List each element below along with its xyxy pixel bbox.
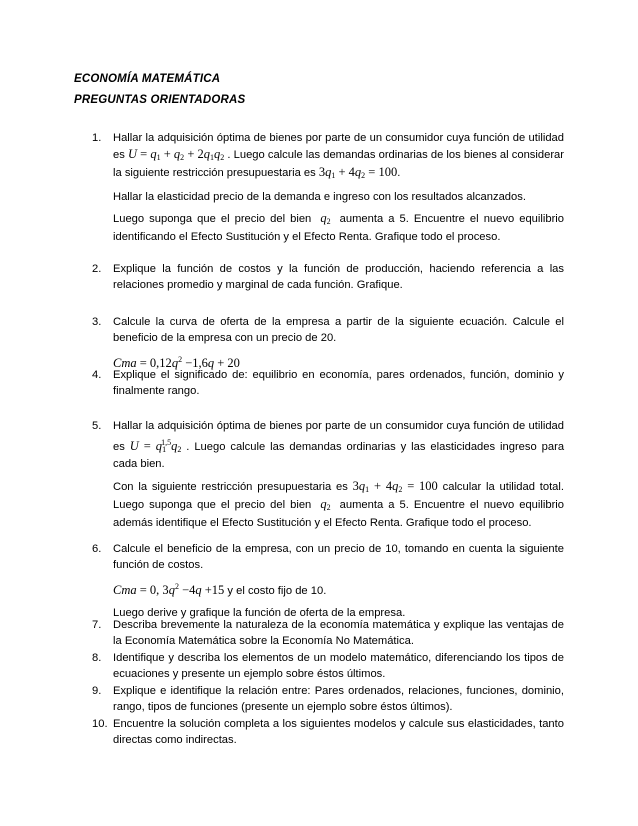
question-text: aumenta a 5. Encuentre el nuevo equilibrio además identifique el Efecto Sustitución y el Efecto Renta. Grafique todo el proceso. xyxy=(113,499,564,529)
question-number: 7. xyxy=(92,619,102,631)
question-9 xyxy=(92,684,564,715)
question-text: . xyxy=(397,167,401,179)
question-text: Identifique y describa los elementos de un modelo matemático, diferenciando los tipos de ecuaciones y presente un ejemplo sobre éstos últimos. xyxy=(113,652,564,680)
question-text: Calcule el beneficio de la empresa, con un precio de 10, tomando en cuenta la siguiente función de costos. xyxy=(113,543,564,571)
good-variable: $q_2$ xyxy=(320,497,331,512)
question-text: Luego derive y grafique la función de oferta de la empresa. xyxy=(113,606,406,619)
question-number: 4. xyxy=(92,369,102,381)
question-5 xyxy=(92,419,564,531)
question-number: 8. xyxy=(92,652,102,664)
question-text: . Luego calcule las demandas ordinarias y las elasticidades ingreso para cada bien. xyxy=(113,440,565,470)
question-1 xyxy=(92,131,564,245)
question-number: 3. xyxy=(92,316,102,328)
question-text: Explique e identifique la relación entre: Pares ordenados, relaciones, funciones, dominio, rango, tipos de funciones (presente un ejemplo sobre éstos últimos). xyxy=(113,685,564,713)
question-text: Hallar la adquisición óptima de bienes por parte de un consumidor cuya función de utilidad es xyxy=(113,420,564,453)
question-text: calcular la utilidad total. Luego suponga que el precio del bien xyxy=(113,480,565,511)
marginal-cost-equation: Cma = $0,12q^2 -1,6q + 20$ xyxy=(113,355,240,370)
question-2 xyxy=(92,262,564,293)
utility-equation: $U = q_1^{1,5}q_2$ xyxy=(129,437,182,454)
question-8 xyxy=(92,651,564,682)
question-number: 10. xyxy=(92,718,108,730)
utility-equation: $U = q_1 + q_2 + 2q_1q_2$ xyxy=(127,146,225,162)
question-6 xyxy=(92,542,564,621)
question-text: Calcule la curva de oferta de la empresa a partir de la siguiente ecuación. Calcule el beneficio de la empresa con un precio de 20. xyxy=(113,316,564,344)
question-number: 5. xyxy=(92,420,102,432)
question-text: . Luego calcule las demandas ordinarias de los bienes al considerar la siguiente restricción presupuestaria es xyxy=(113,148,564,179)
marginal-cost-equation: Cma = 0, $3q^2 -4q +15$ xyxy=(113,582,225,597)
budget-equation: $3q_1 + 4q_2 = 100$ xyxy=(318,165,398,180)
question-text: aumenta a 5. Encuentre el nuevo equilibrio identificando el Efecto Sustitución y el Efecto Renta. Grafique todo el proceso. xyxy=(113,213,564,243)
question-text: Describa brevemente la naturaleza de la economía matemática y explique las ventajas de la Economía Matemática sobre la Economía No Matemática. xyxy=(113,619,564,647)
question-4 xyxy=(92,368,564,399)
question-number: 1. xyxy=(92,132,102,144)
question-7 xyxy=(92,618,564,649)
question-3 xyxy=(92,315,564,373)
question-text: Explique el significado de: equilibrio en economía, pares ordenados, función, dominio y finalmente rango. xyxy=(113,369,564,397)
question-text: Luego suponga que el precio del bien xyxy=(113,213,312,225)
document-subtitle: PREGUNTAS ORIENTADORAS xyxy=(74,94,246,106)
question-number: 9. xyxy=(92,685,102,697)
question-number: 2. xyxy=(92,263,102,275)
question-10 xyxy=(92,717,564,748)
question-text: Con la siguiente restricción presupuestaria es xyxy=(113,480,348,493)
question-text: Hallar la adquisición óptima de bienes por parte de un consumidor cuya función de utilidad es xyxy=(113,132,564,161)
question-text: y el costo fijo de 10. xyxy=(227,585,327,597)
document-title: ECONOMÍA MATEMÁTICA xyxy=(74,73,221,85)
question-text: Hallar la elasticidad precio de la demanda e ingreso con los resultados alcanzados. xyxy=(113,190,526,203)
budget-equation: $3q_1 + 4q_2 = 100$ xyxy=(352,478,438,494)
question-text: Explique la función de costos y la función de producción, haciendo referencia a las relaciones promedio y marginal de cada función. Grafique. xyxy=(113,263,564,291)
question-number: 6. xyxy=(92,543,102,555)
question-text: Encuentre la solución completa a los siguientes modelos y calcule sus elasticidades, tanto directas como indirectas. xyxy=(113,718,564,746)
good-variable: $q_2$ xyxy=(320,211,331,226)
